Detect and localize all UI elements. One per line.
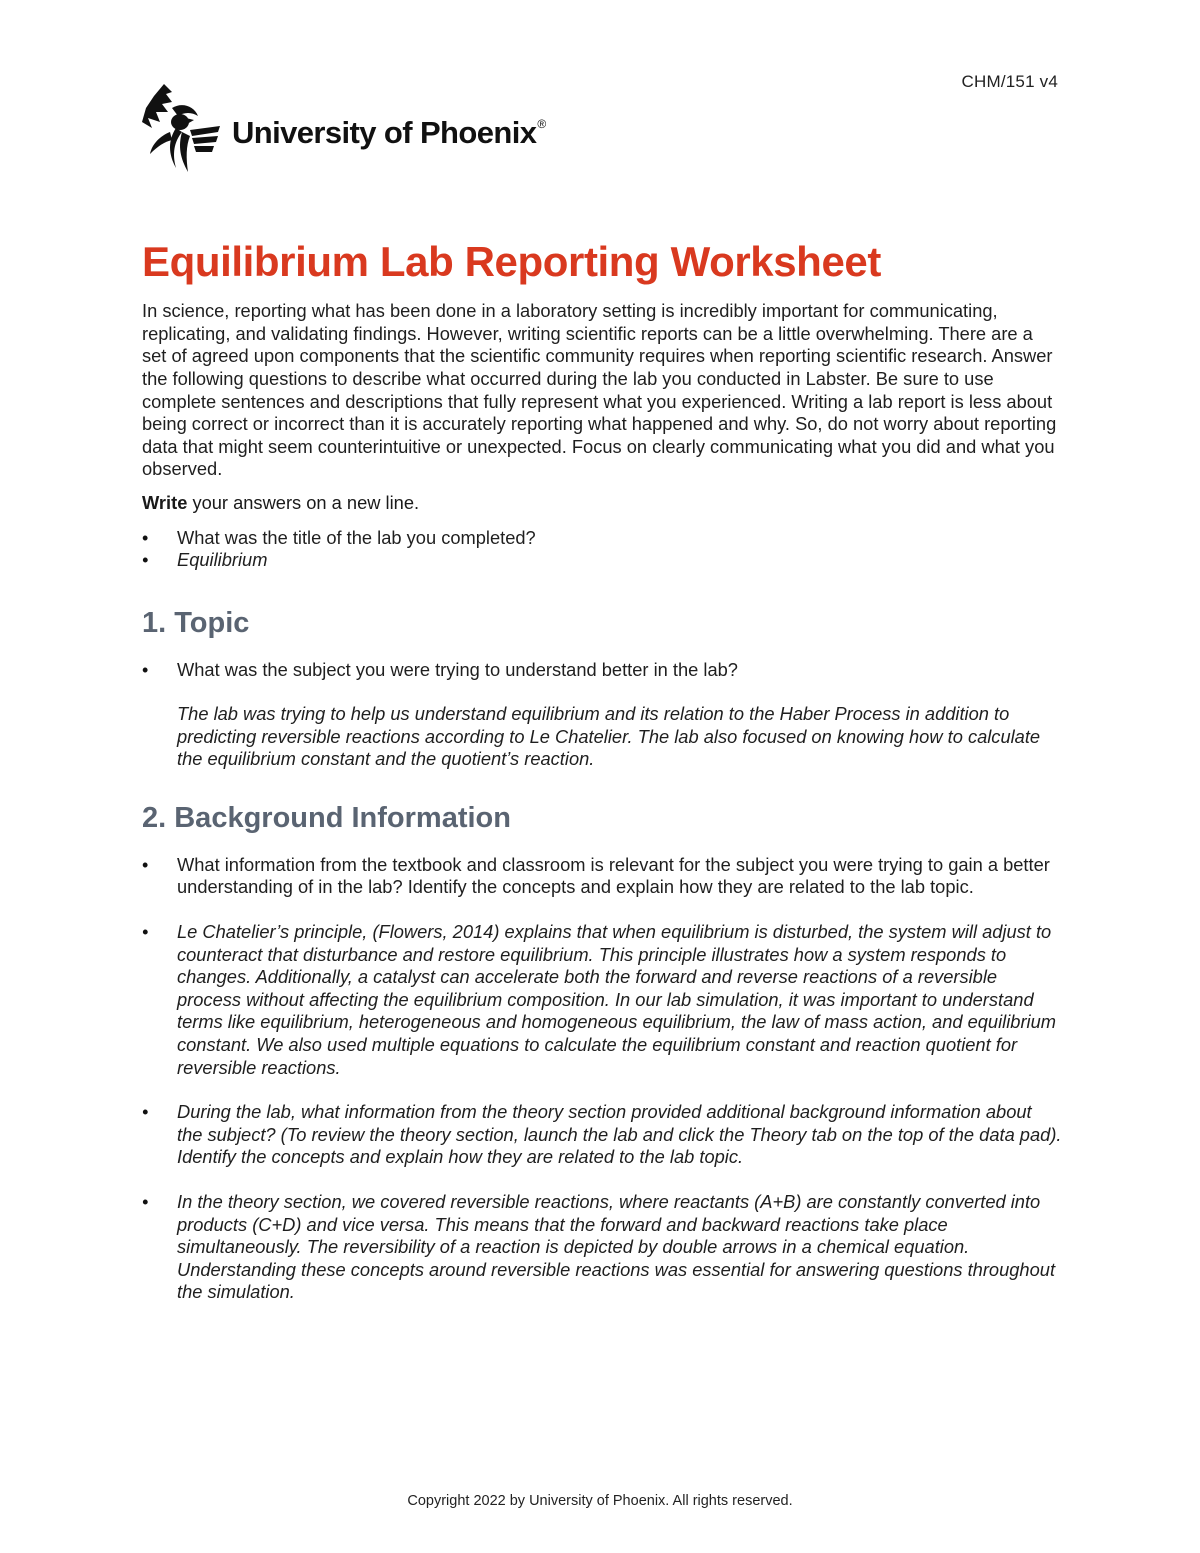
- intro-paragraph: In science, reporting what has been done in a laboratory setting is incredibly important for communicating, replicating, and validating findings. However, writing scientific reports can be a little overwhelming. There are a set of agreed upon components that the scientific community requires when reporting scientific research. Answer the following questions to describe what occurred during the lab you conducted in Labster. Be sure to use complete sentences and descriptions that fully represent what you experienced. Writing a lab report is less about being correct or incorrect than it is accurately reporting what happened and why. So, do not worry about reporting data that might seem counterintuitive or unexpected. Focus on clearly communicating what you did and what you observed.: [142, 300, 1057, 480]
- university-logo: [142, 82, 546, 176]
- list-item: • Le Chatelier’s principle, (Flowers, 2014) explains that when equilibrium is disturbed, the system will adjust to counteract that disturbance and restore equilibrium. This principle illustrates how a system responds to changes. Additionally, a catalyst can accelerate both the forward and reverse reactions of a reversible process without affecting the equilibrium composition. In our lab simulation, it was important to understand terms like equilibrium, heterogeneous and homogeneous equilibrium, the law of mass action, and equilibrium constant. We also used multiple equations to calculate the equilibrium constant and reaction quotient for reversible reactions.: [142, 921, 1062, 1079]
- list-item: • During the lab, what information from the theory section provided additional background information about the subject? (To review the theory section, launch the lab and click the Theory tab on the top of the data pad). Identify the concepts and explain how they are related to the lab topic.: [142, 1101, 1062, 1169]
- document-content: [142, 238, 1062, 1304]
- logo-wordmark: University of Phoenix®: [232, 115, 546, 150]
- section-heading-background: 2. Background Information: [142, 802, 511, 834]
- lab-title-list: [142, 527, 1062, 572]
- section-heading-topic: 1. Topic: [142, 606, 250, 639]
- document-title: Equilibrium Lab Reporting Worksheet: [142, 238, 881, 285]
- list-item: • What was the subject you were trying to understand better in the lab?: [142, 659, 1062, 682]
- list-item: • What was the title of the lab you completed?: [142, 527, 1062, 550]
- instruction-text: your answers on a new line.: [187, 492, 420, 514]
- list-item: • Equilibrium: [142, 549, 1062, 572]
- course-code: CHM/151 v4: [961, 72, 1058, 91]
- list-item: • In the theory section, we covered reversible reactions, where reactants (A+B) are constantly converted into products (C+D) and vice versa. This means that the forward and backward reactions take place simultaneously. The reversibility of a reaction is depicted by double arrows in a chemical equation. Understanding these concepts around reversible reactions was essential for answering questions throughout the simulation.: [142, 1191, 1062, 1304]
- phoenix-bird-icon: [142, 82, 220, 176]
- topic-list: [142, 659, 1062, 682]
- list-item: • What information from the textbook and classroom is relevant for the subject you were trying to gain a better understanding of in the lab? Identify the concepts and explain how they are related to the lab topic.: [142, 854, 1062, 899]
- copyright-footer: Copyright 2022 by University of Phoenix. All rights reserved.: [407, 1493, 793, 1509]
- instruction-line: [142, 492, 1062, 515]
- background-list: [142, 854, 1062, 1304]
- topic-answer: The lab was trying to help us understand equilibrium and its relation to the Haber Process in addition to predicting reversible reactions according to Le Chatelier. The lab also focused on knowing how to calculate the equilibrium constant and the quotient’s reaction.: [177, 703, 1041, 770]
- instruction-bold: Write: [142, 492, 188, 514]
